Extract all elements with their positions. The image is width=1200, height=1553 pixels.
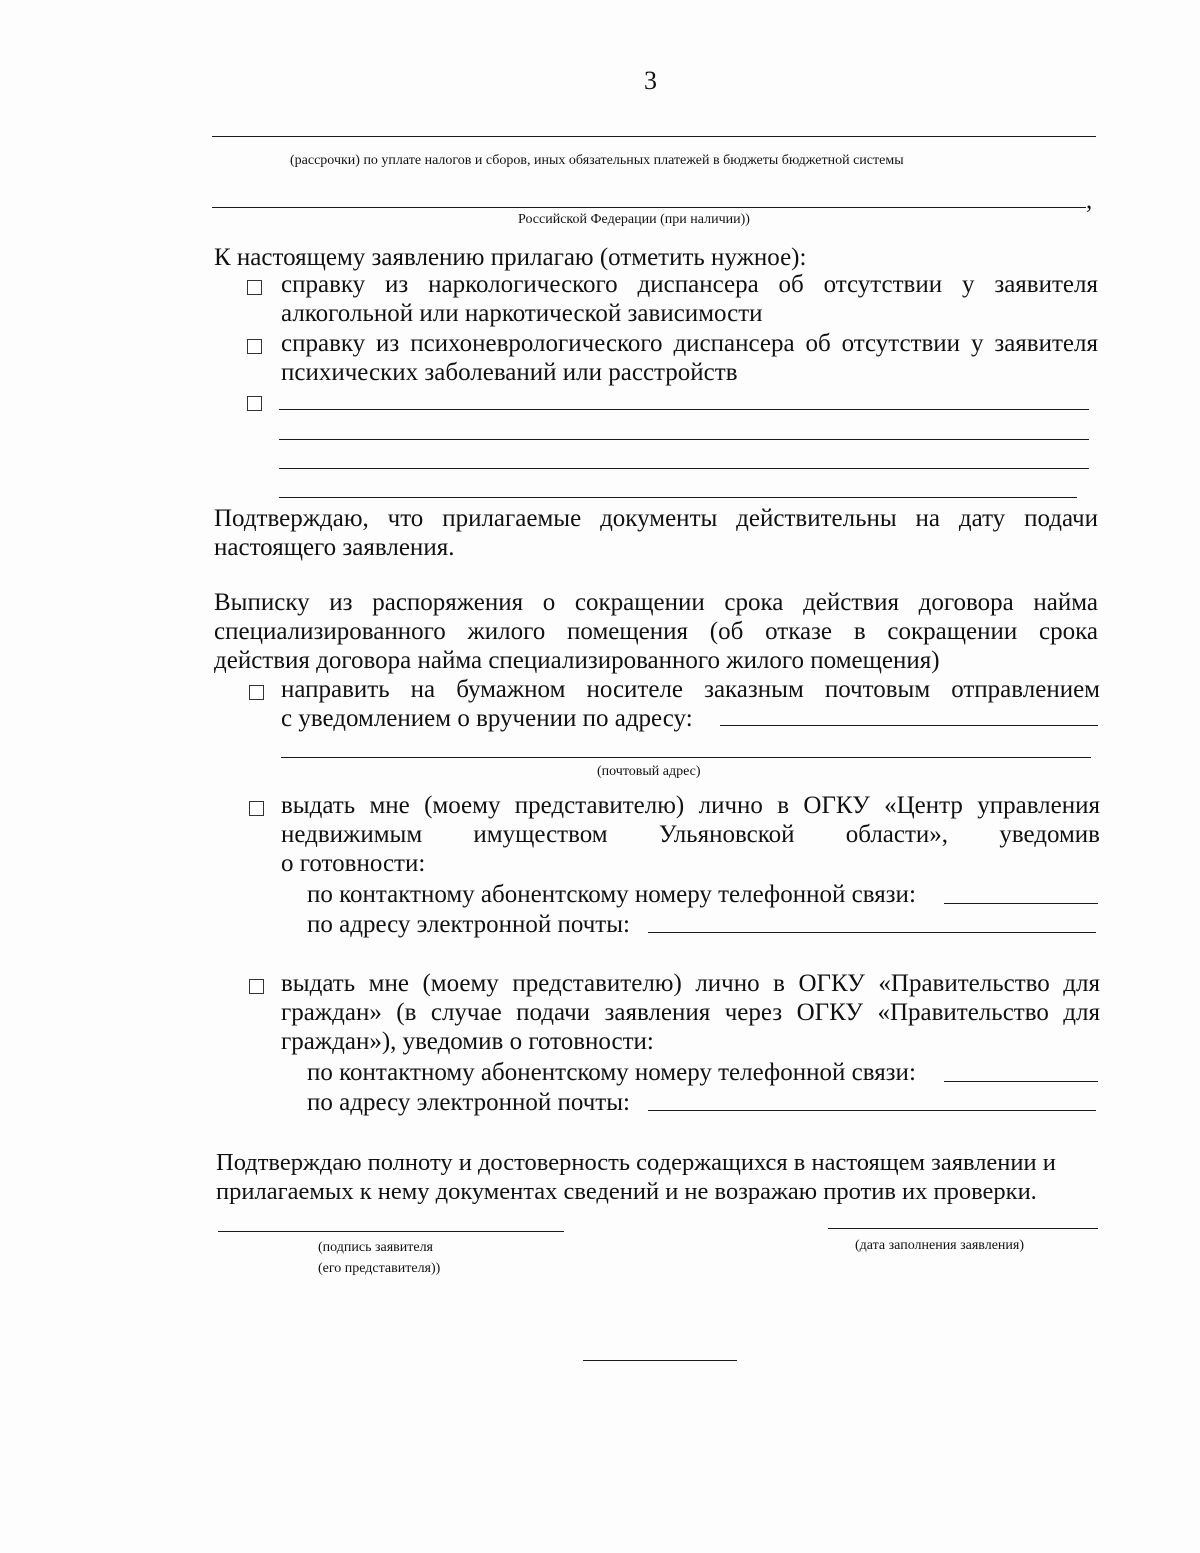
mail-address-caption: (почтовый адрес) bbox=[597, 764, 701, 779]
confirm-validity-line2: настоящего заявления. bbox=[214, 534, 455, 561]
mail-option-line2: с уведомлением о вручении по адресу: bbox=[281, 705, 693, 732]
mail-option-line1: направить на бумажном носителе заказным почтовым отправлением bbox=[281, 676, 1100, 703]
header-underline-1 bbox=[212, 136, 1096, 137]
attachment-psycho-line2: психических заболеваний или расстройств bbox=[281, 359, 738, 386]
ogku-gov-line1: выдать мне (моему представителю) лично в ОГКУ «Правительство для bbox=[281, 970, 1100, 997]
attachment-narco-checkbox[interactable] bbox=[247, 280, 262, 295]
header-caption-1: (рассрочки) по уплате налогов и сборов, иных обязательных платежей в бюджеты бюджетной системы bbox=[290, 153, 904, 168]
mail-address-field-1[interactable] bbox=[720, 725, 1098, 726]
final-confirm-line2: прилагаемых к нему документах сведений и не возражаю против их проверки. bbox=[216, 1178, 1037, 1205]
ogku-gov-line2: граждан» (в случае подачи заявления через ОГКУ «Правительство для bbox=[281, 999, 1100, 1026]
extract-line3: действия договора найма специализированного жилого помещения) bbox=[214, 647, 940, 674]
mail-option-checkbox[interactable] bbox=[249, 685, 264, 700]
attachment-other-checkbox[interactable] bbox=[247, 396, 262, 411]
mail-address-field-2[interactable] bbox=[281, 757, 1091, 758]
ogku-center-phone-field[interactable] bbox=[944, 903, 1098, 904]
ogku-center-email-label: по адресу электронной почты: bbox=[307, 911, 630, 938]
attachment-other-field-3[interactable] bbox=[279, 468, 1089, 469]
extract-line2: специализированного жилого помещения (об отказе в сокращении срока bbox=[214, 618, 1098, 645]
attachment-other-field-2[interactable] bbox=[279, 439, 1089, 440]
ogku-center-line1: выдать мне (моему представителю) лично в ОГКУ «Центр управления bbox=[281, 792, 1100, 819]
attachment-other-field-1[interactable] bbox=[279, 409, 1089, 410]
final-confirm-line1: Подтверждаю полноту и достоверность содержащихся в настоящем заявлении и bbox=[216, 1149, 1056, 1176]
ogku-center-option-checkbox[interactable] bbox=[249, 801, 264, 816]
ogku-gov-email-label: по адресу электронной почты: bbox=[307, 1089, 630, 1116]
page-number: 3 bbox=[644, 66, 657, 95]
ogku-gov-phone-label: по контактному абонентскому номеру телефонной связи: bbox=[307, 1059, 916, 1086]
attachment-psycho-line1: справку из психоневрологического диспансера об отсутствии у заявителя bbox=[281, 330, 1098, 357]
ogku-center-phone-label: по контактному абонентскому номеру телефонной связи: bbox=[307, 881, 916, 908]
confirm-validity-line1: Подтверждаю, что прилагаемые документы действительны на дату подачи bbox=[214, 505, 1098, 532]
header-comma: , bbox=[1086, 187, 1093, 214]
ogku-gov-option-checkbox[interactable] bbox=[249, 979, 264, 994]
attachment-narco-line2: алкогольной или наркотической зависимости bbox=[281, 300, 763, 327]
ogku-center-line3: о готовности: bbox=[281, 850, 426, 877]
signature-field[interactable] bbox=[218, 1231, 564, 1232]
date-field[interactable] bbox=[828, 1228, 1098, 1229]
attachments-intro: К настоящему заявлению прилагаю (отметить нужное): bbox=[214, 244, 807, 271]
attachment-narco-line1: справку из наркологического диспансера об отсутствии у заявителя bbox=[281, 271, 1098, 298]
ogku-gov-email-field[interactable] bbox=[648, 1110, 1096, 1111]
attachment-psycho-checkbox[interactable] bbox=[247, 339, 262, 354]
header-caption-2: Российской Федерации (при наличии)) bbox=[518, 212, 750, 227]
end-divider bbox=[583, 1360, 737, 1361]
extract-line1: Выписку из распоряжения о сокращении срока действия договора найма bbox=[214, 589, 1098, 616]
attachment-other-field-4[interactable] bbox=[279, 497, 1077, 498]
ogku-center-email-field[interactable] bbox=[648, 932, 1096, 933]
signature-caption-line2: (его представителя)) bbox=[318, 1261, 441, 1276]
ogku-gov-phone-field[interactable] bbox=[944, 1081, 1098, 1082]
date-caption: (дата заполнения заявления) bbox=[855, 1238, 1025, 1253]
header-underline-2[interactable] bbox=[212, 207, 1086, 208]
signature-caption-line1: (подпись заявителя bbox=[318, 1240, 434, 1255]
ogku-center-line2: недвижимым имуществом Ульяновской области», уведомив bbox=[281, 821, 1100, 848]
ogku-gov-line3: граждан»), уведомив о готовности: bbox=[281, 1028, 654, 1055]
